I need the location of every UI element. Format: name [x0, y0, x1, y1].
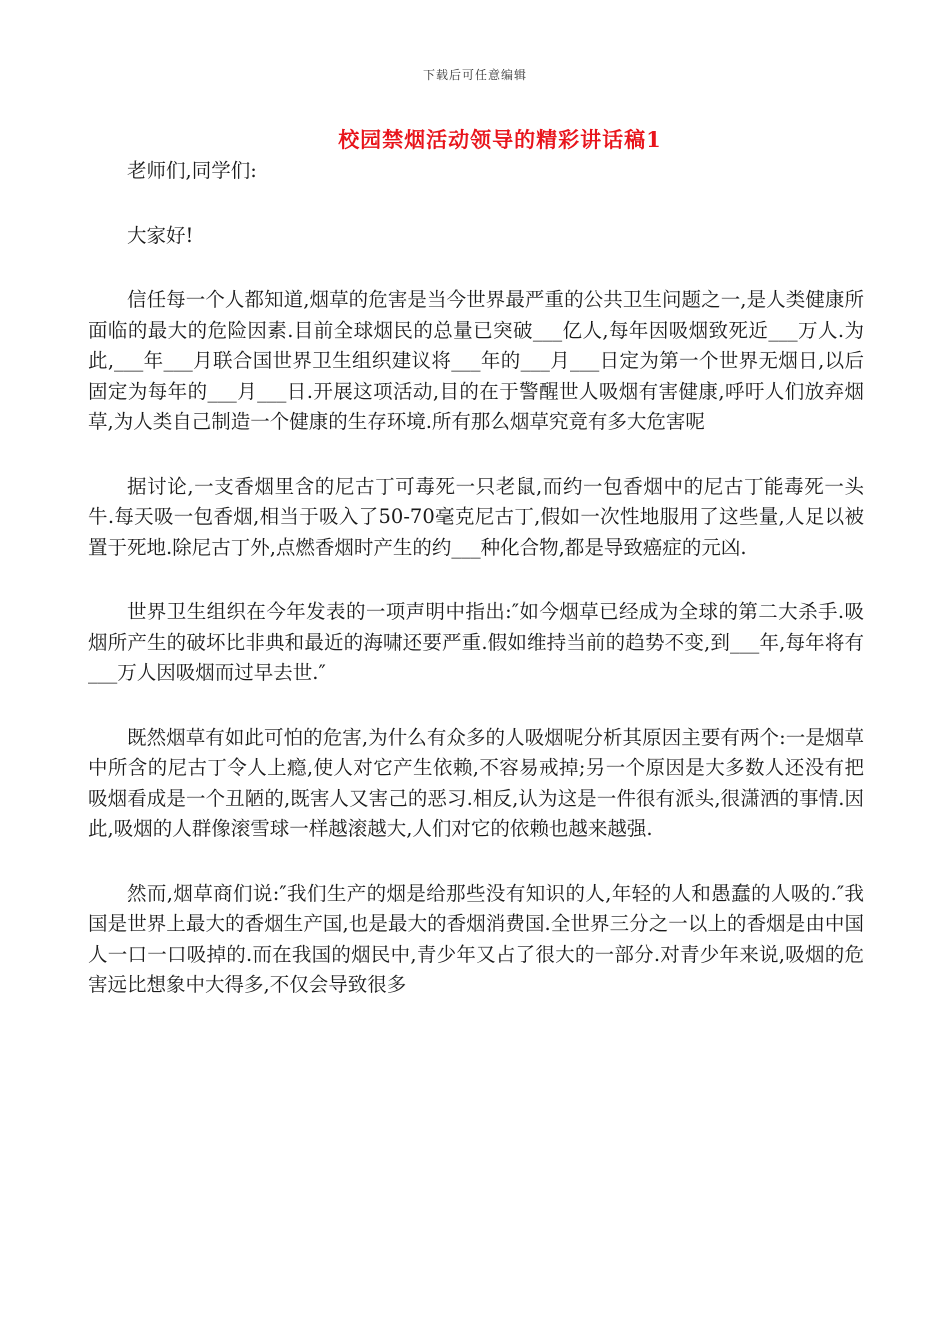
paragraph: 信任每一个人都知道,烟草的危害是当今世界最严重的公共卫生问题之一,是人类健康所面临的最大的危险因素.目前全球烟民的总量已突破___亿人,每年因吸烟致死近___万人.为此,___年___月联合国世界卫生组织建议将___年的___月___日定为第一个世界无烟日,以后固定为每年的___月___日.开展这项活动,目的在于警醒世人吸烟有害健康,呼吁人们放弃烟草,为人类自己制造一个健康的生存环境.所有那么烟草究竟有多大危害呢 [88, 288, 864, 433]
paragraph: 据讨论,一支香烟里含的尼古丁可毒死一只老鼠,而约一包香烟中的尼古丁能毒死一头牛.每天吸一包香烟,相当于吸入了50-70毫克尼古丁,假如一次性地服用了这些量,人足以被置于死地.除尼古丁外,点燃香烟时产生的约___种化合物,都是导致癌症的元凶. [88, 474, 864, 559]
document-title: 校园禁烟活动领导的精彩讲话稿1 [338, 127, 662, 152]
paragraph: 世界卫生组织在今年发表的一项声明中指出:″如今烟草已经成为全球的第二大杀手.吸烟所产生的破坏比非典和最近的海啸还要严重.假如维持当前的趋势不变,到___年,每年将有___万人因吸烟而过早去世.″ [88, 600, 864, 684]
header-note: 下载后可任意编辑 [422, 68, 527, 82]
paragraph-salutation: 老师们,同学们: [127, 159, 257, 182]
paragraph-greeting: 大家好! [127, 223, 194, 247]
paragraph: 然而,烟草商们说:″我们生产的烟是给那些没有知识的人,年轻的人和愚蠢的人吸的.″我国是世界上最大的香烟生产国,也是最大的香烟消费国.全世界三分之一以上的香烟是由中国人一口一口吸掉的.而在我国的烟民中,青少年又占了很大的一部分.对青少年来说,吸烟的危害远比想象中大得多,不仅会导致很多 [88, 881, 864, 996]
document-body [88, 150, 864, 1001]
paragraph: 既然烟草有如此可怕的危害,为什么有众多的人吸烟呢分析其原因主要有两个:一是烟草中所含的尼古丁令人上瘾,使人对它产生依赖,不容易戒掉;另一个原因是大多数人还没有把吸烟看成是一个丑陋的,既害人又害己的恶习.相反,认为这是一件很有派头,很潇洒的事情.因此,吸烟的人群像滚雪球一样越滚越大,人们对它的依赖也越来越强. [88, 725, 864, 840]
